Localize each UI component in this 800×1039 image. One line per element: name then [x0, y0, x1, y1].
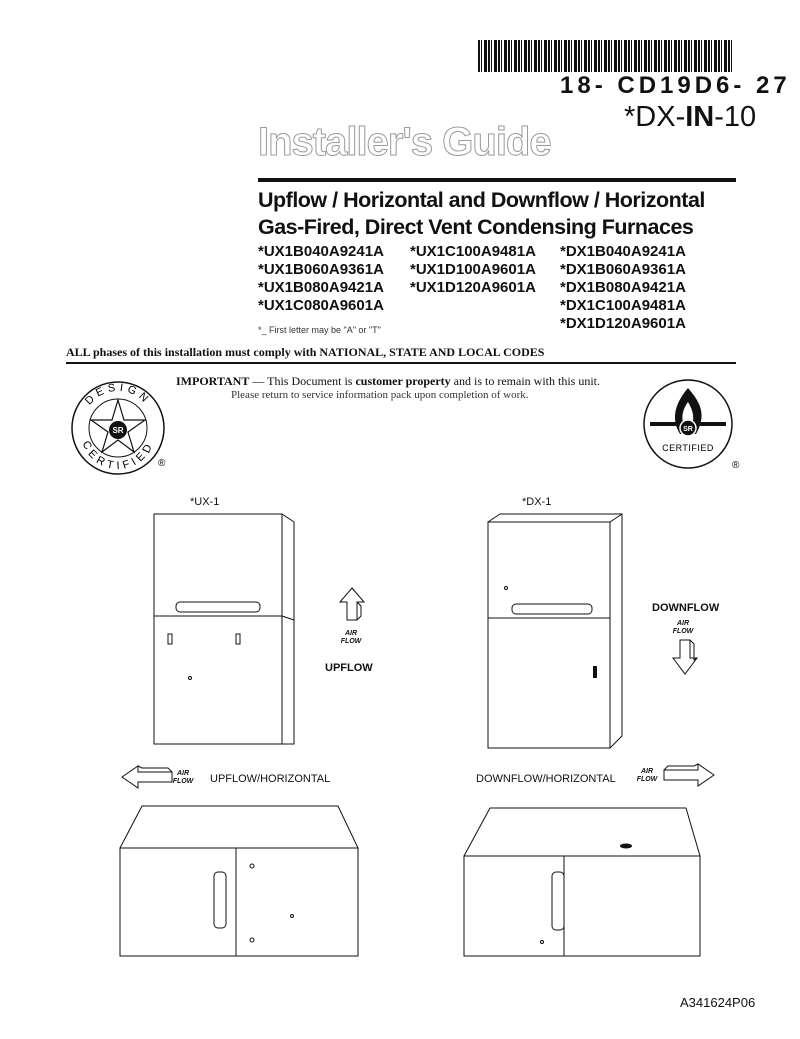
logo-design-text: DESIGN	[82, 381, 154, 408]
dh-air-flow-label: AIR FLOW	[636, 768, 658, 783]
model-number: *UX1B040A9241A	[258, 243, 384, 260]
model-column-dx	[560, 243, 686, 333]
product-title-line1: Upflow / Horizontal and Downflow / Horizontal	[258, 188, 705, 212]
doc-code-prefix: *DX-	[624, 101, 686, 133]
model-number: *UX1C080A9601A	[258, 297, 384, 314]
model-column-ux-b	[410, 243, 536, 297]
doc-code-bold: IN	[685, 101, 715, 133]
model-number: *UX1D100A9601A	[410, 261, 536, 278]
downflow-label: DOWNFLOW	[652, 602, 720, 614]
down-arrow-icon	[670, 638, 702, 676]
downflow-air-flow-label: AIR FLOW	[672, 620, 694, 635]
ux-model-label: *UX-1	[190, 496, 220, 508]
model-number: *DX1B060A9361A	[560, 261, 686, 278]
model-number: *UX1B080A9421A	[258, 279, 384, 296]
dx-model-label: *DX-1	[522, 496, 552, 508]
downflow-horizontal-label: DOWNFLOW/HORIZONTAL	[476, 773, 616, 785]
doc-code-suffix: -10	[714, 101, 757, 133]
important-notice	[176, 374, 600, 389]
codes-rule	[66, 362, 736, 364]
document-number: A341624P06	[680, 995, 756, 1010]
important-text-a: — This Document is	[249, 374, 356, 388]
codes-notice: ALL phases of this installation must comply with NATIONAL, STATE AND LOCAL CODES	[66, 345, 545, 359]
uh-air-flow-label: AIR FLOW	[172, 770, 194, 785]
title-rule	[258, 178, 736, 182]
barcode	[478, 40, 734, 72]
right-arrow-icon	[660, 760, 716, 790]
registered-mark: ®	[158, 458, 166, 469]
model-column-ux-a	[258, 243, 384, 315]
important-label: IMPORTANT	[176, 374, 250, 388]
model-number: *DX1D120A9601A	[560, 315, 686, 332]
upflow-horizontal-furnace-diagram	[112, 800, 362, 960]
up-arrow-icon	[337, 586, 367, 622]
model-number: *DX1C100A9481A	[560, 297, 686, 314]
upflow-label: UPFLOW	[325, 662, 373, 674]
important-notice-line2: Please return to service information pack upon completion of work.	[231, 389, 529, 401]
design-certified-logo	[66, 376, 182, 476]
upflow-furnace-diagram	[150, 508, 300, 748]
model-number: *UX1C100A9481A	[410, 243, 536, 260]
model-footnote: *_ First letter may be "A" or "T"	[258, 325, 381, 335]
guide-title: Installer's Guide	[258, 120, 551, 164]
upflow-horizontal-label: UPFLOW/HORIZONTAL	[210, 773, 331, 785]
certified-flame-logo	[640, 378, 744, 472]
downflow-furnace-diagram	[482, 508, 632, 758]
product-title-line2: Gas-Fired, Direct Vent Condensing Furnaces	[258, 215, 694, 239]
important-text-b: and is to remain with this unit.	[450, 374, 600, 388]
logo-seal-text: SR	[112, 426, 124, 435]
logo-seal-text: SR	[683, 426, 693, 433]
document-code	[624, 101, 756, 134]
model-number: *DX1B080A9421A	[560, 279, 686, 296]
model-number: *UX1B060A9361A	[258, 261, 384, 278]
model-number: *DX1B040A9241A	[560, 243, 686, 260]
important-emphasis: customer property	[355, 374, 451, 388]
downflow-horizontal-furnace-diagram	[456, 800, 706, 960]
logo-certified-text: CERTIFIED	[662, 443, 714, 453]
part-number: 18- CD19D6- 27	[560, 72, 791, 99]
model-number: *UX1D120A9601A	[410, 279, 536, 296]
product-title	[258, 187, 738, 241]
registered-mark: ®	[732, 460, 740, 471]
logo-certified-text: CERTIFIED	[79, 439, 157, 473]
upflow-air-flow-label: AIR FLOW	[340, 630, 362, 645]
